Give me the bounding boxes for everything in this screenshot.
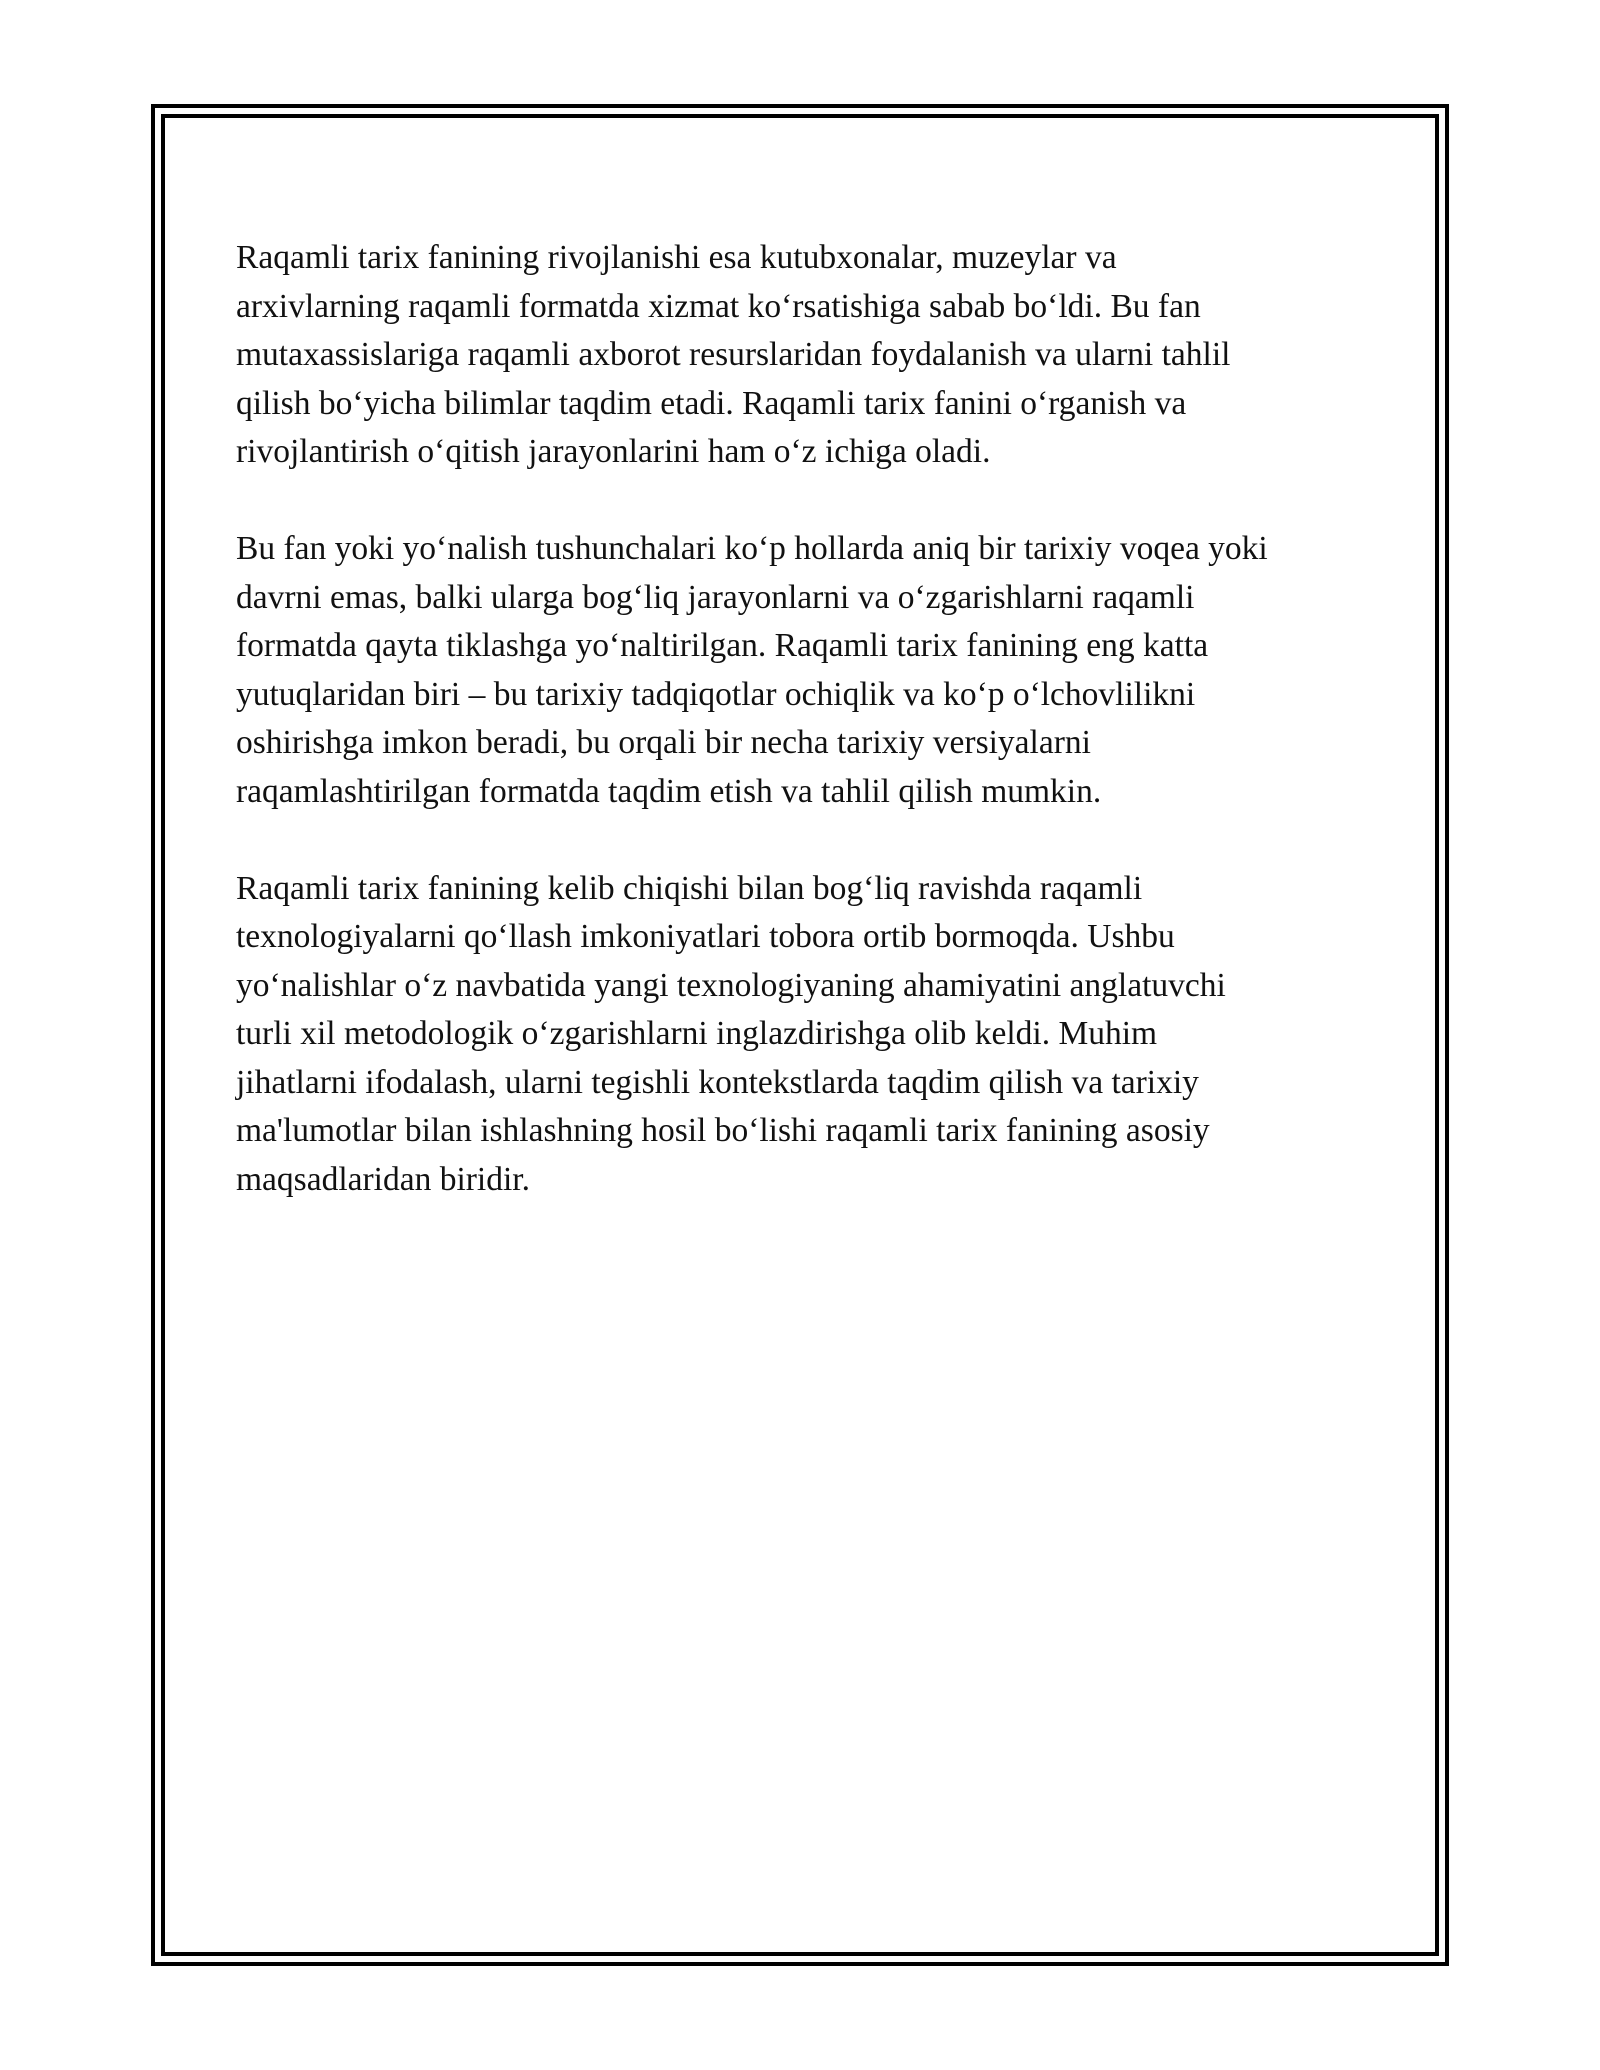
- paragraph-3: Raqamli tarix fanining kelib chiqishi bilan bog‘liq ravishda raqamli texnologiyalarni qo‘llash imkoniyatlari tobora ortib bormoqda. Ushbu yo‘nalishlar o‘z navbatida yangi texnologiyaning ahamiyatini anglatuvchi turli xil metodologik o‘zgarishlarni inglazdirishga olib keldi. Muhim jihatlarni ifodalash, ularni tegishli kontekstlarda taqdim qilish va tarixiy ma'lumotlar bilan ishlashning hosil bo‘lishi raqamli tarix fanining asosiy maqsadlaridan biridir.: [236, 869, 1226, 1198]
- document-body: [236, 234, 1386, 1253]
- paragraph-2: Bu fan yoki yo‘nalish tushunchalari ko‘p hollarda aniq bir tarixiy voqea yoki davrni emas, balki ularga bog‘liq jarayonlarni va o‘zgarishlarni raqamli formatda qayta tiklashga yo‘naltirilgan. Raqamli tarix fanining eng katta yutuqlaridan biri – bu tarixiy tadqiqotlar ochiqlik va ko‘p o‘lchovlilikni oshirishga imkon beradi, bu orqali bir necha tarixiy versiyalarni raqamlashtirilgan formatda taqdim etish va tahlil qilish mumkin.: [236, 530, 1268, 810]
- paragraph-1: Raqamli tarix fanining rivojlanishi esa kutubxonalar, muzeylar va arxivlarning raqamli formatda xizmat ko‘rsatishiga sabab bo‘ldi. Bu fan mutaxassislariga raqamli axborot resurslaridan foydalanish va ularni tahlil qilish bo‘yicha bilimlar taqdim etadi. Raqamli tarix fanini o‘rganish va rivojlantirish o‘qitish jarayonlarini ham o‘z ichiga oladi.: [236, 239, 1231, 470]
